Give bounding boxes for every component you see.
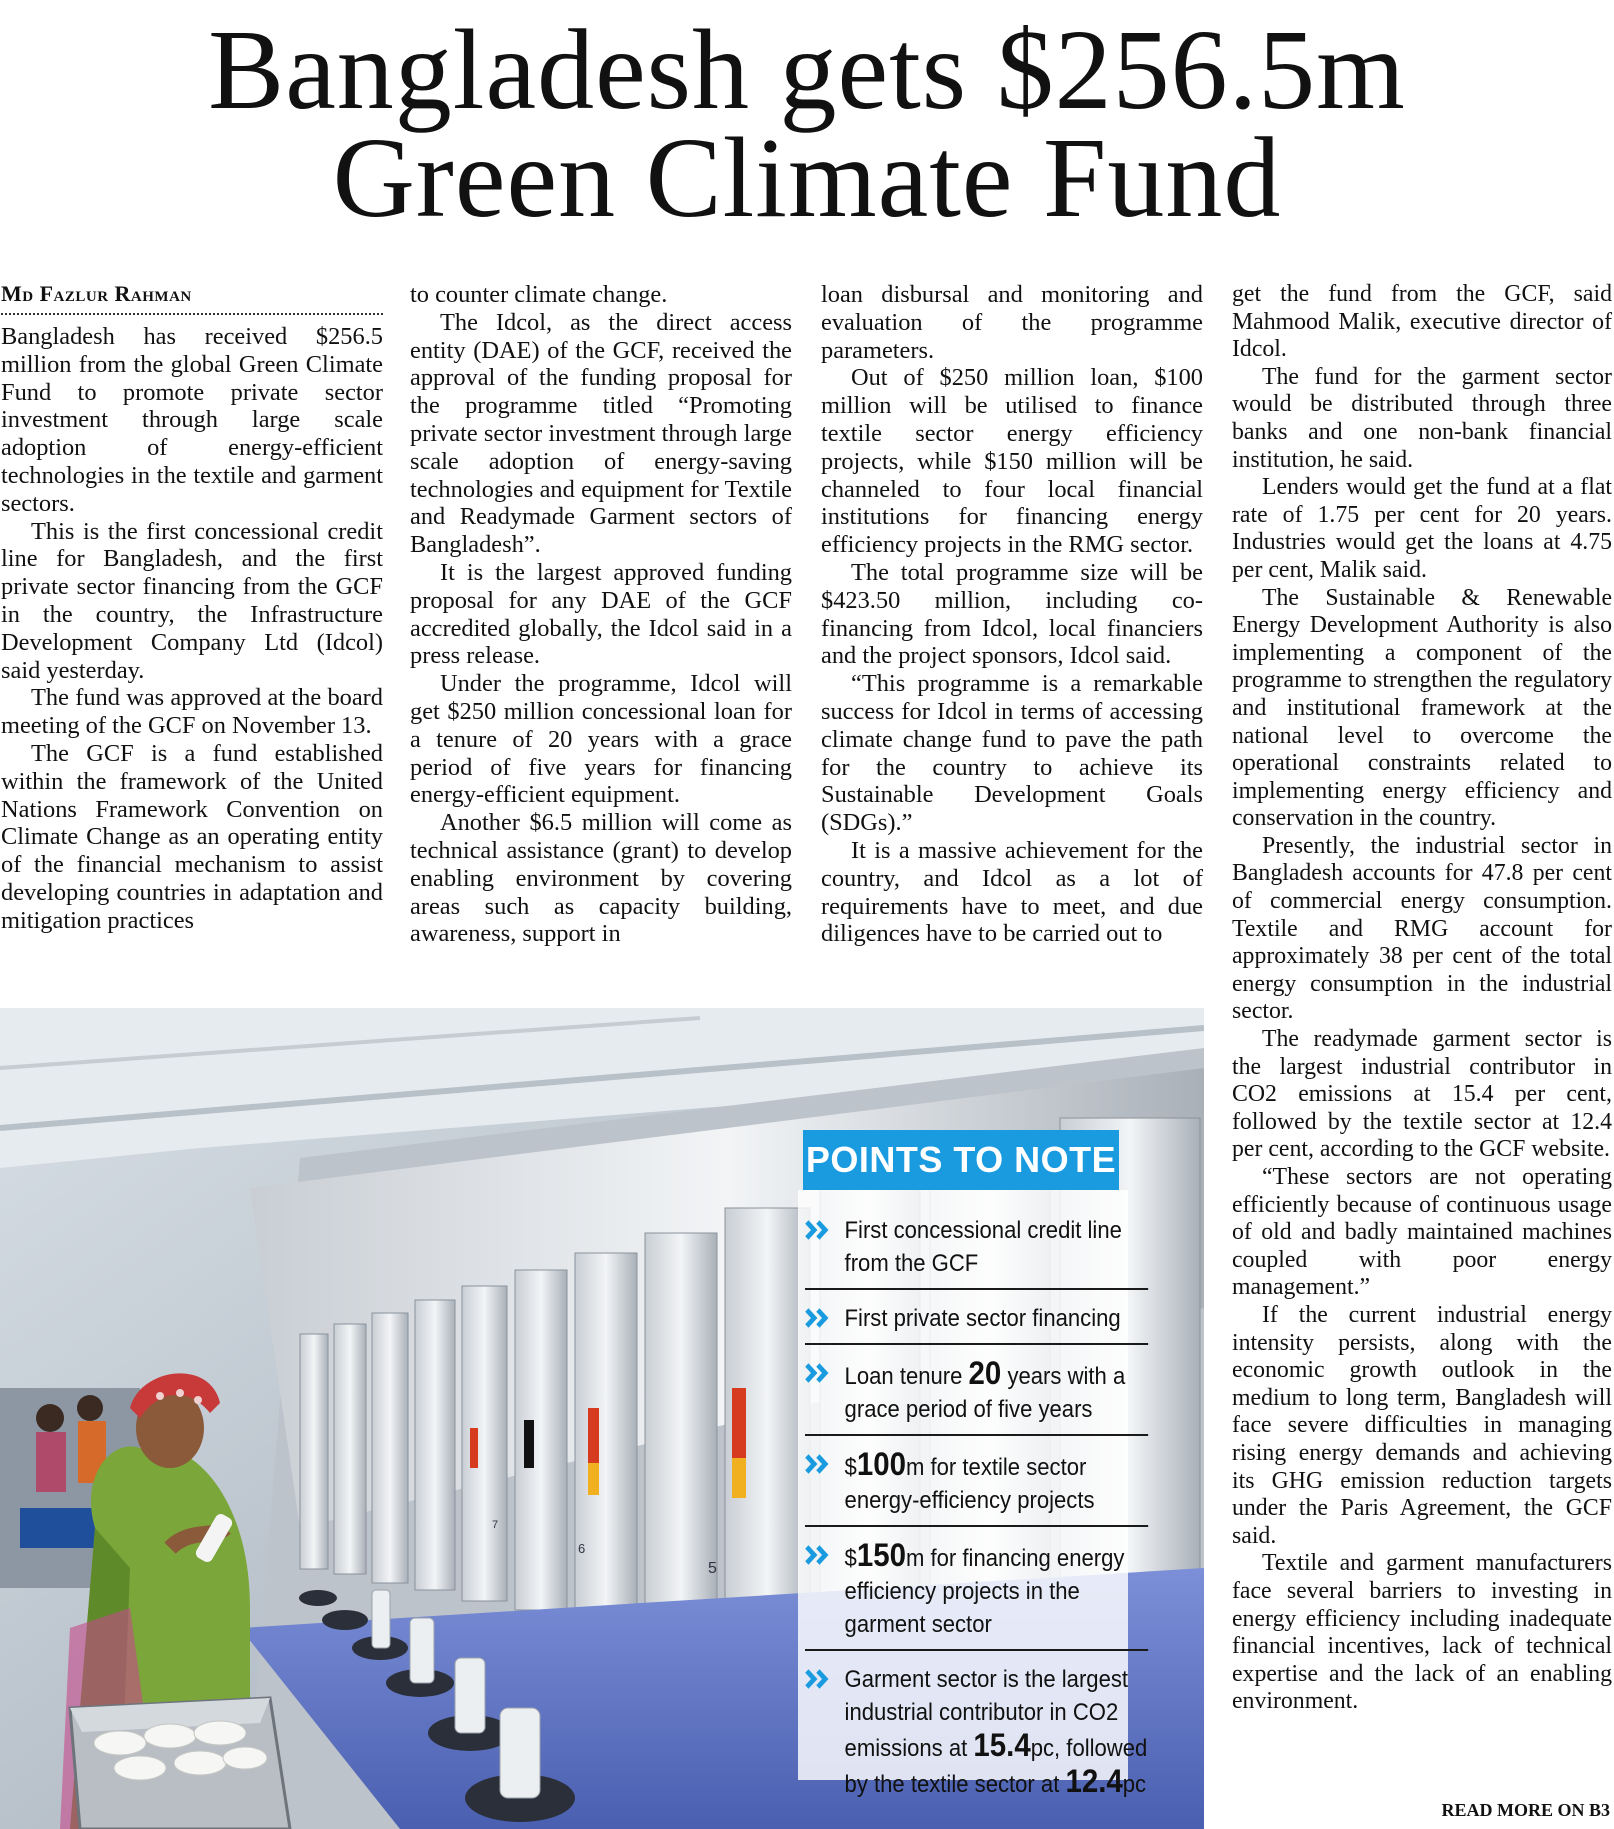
note-text: m for financing energy efficiency projects in the garment sector bbox=[844, 1545, 1125, 1638]
paragraph: Out of $250 million loan, $100 million will be utilised to finance textile sector energy efficiency projects, while $150 million will be channeled to four local financial institutions for financing energy efficiency projects in the RMG sector. bbox=[821, 364, 1203, 559]
double-chevron-icon bbox=[805, 1308, 836, 1328]
paragraph: “These sectors are not operating efficiently because of continuous usage of old and badly maintained machines coupled with poor energy management.” bbox=[1232, 1164, 1612, 1301]
paragraph: get the fund from the GCF, said Mahmood Malik, executive director of Idcol. bbox=[1232, 281, 1612, 363]
points-to-note-list bbox=[805, 1210, 1148, 1817]
headline-line1: Bangladesh gets $256.5m bbox=[208, 6, 1406, 133]
list-item bbox=[805, 1659, 1148, 1809]
double-chevron-icon bbox=[805, 1363, 836, 1383]
note-text: $ bbox=[844, 1545, 857, 1572]
article-column-1 bbox=[1, 281, 383, 935]
note-highlight: 150 bbox=[856, 1537, 906, 1573]
note-highlight: 20 bbox=[968, 1355, 1002, 1391]
note-text: First private sector financing bbox=[844, 1305, 1121, 1332]
list-item bbox=[805, 1444, 1148, 1527]
machine-number-label: 7 bbox=[492, 1519, 499, 1531]
headline-line2: Green Climate Fund bbox=[332, 114, 1282, 241]
note-text: Loan tenure bbox=[844, 1363, 969, 1390]
paragraph: Lenders would get the fund at a flat rate of 1.75 per cent for 20 years. Industries would get the loans at 4.75 per cent, Malik said. bbox=[1232, 474, 1612, 583]
read-more-link[interactable]: READ MORE ON B3 bbox=[1441, 1800, 1610, 1820]
points-to-note-title: POINTS TO NOTE bbox=[803, 1130, 1119, 1190]
paragraph: Presently, the industrial sector in Bangladesh accounts for 47.8 per cent of commercial energy consumption. Textile and RMG account for approximately 38 per cent of the total energy consumption in the industrial sector. bbox=[1232, 832, 1612, 1025]
list-item bbox=[805, 1353, 1148, 1436]
paragraph: The total programme size will be $423.50 million, including co-financing from Idcol, local financiers and the project sponsors, Idcol said. bbox=[821, 558, 1203, 670]
note-text: pc, followed by the textile sector at bbox=[844, 1735, 1148, 1798]
note-highlight: 100 bbox=[856, 1446, 906, 1482]
list-item bbox=[805, 1535, 1148, 1651]
list-item bbox=[805, 1210, 1148, 1290]
double-chevron-icon bbox=[805, 1454, 836, 1474]
paragraph: The Idcol, as the direct access entity (DAE) of the GCF, received the approval of the funding proposal for the programme titled “Promoting private sector investment through large scale adoption of energy-saving technologies and equipment for Textile and Readymade Garment sectors of Bangladesh”. bbox=[410, 308, 792, 559]
double-chevron-icon bbox=[805, 1669, 836, 1689]
paragraph: “This programme is a remarkable success for Idcol in terms of accessing climate change fund to pave the path for the country to achieve its Sustainable Development Goals (SDGs).” bbox=[821, 670, 1203, 837]
list-item bbox=[805, 1298, 1148, 1345]
paragraph: to counter climate change. bbox=[410, 281, 668, 308]
paragraph: If the current industrial energy intensity persists, along with the economic growth outlook in the medium to long term, Bangladesh will face severe difficulties in managing rising energy demands and achieving its GHG emission reduction targets under the Paris Agreement, the GCF said. bbox=[1232, 1301, 1612, 1549]
note-text: Garment sector is the largest industrial contributor in CO2 emissions at bbox=[844, 1666, 1129, 1762]
headline bbox=[0, 6, 1614, 241]
double-chevron-icon bbox=[805, 1220, 836, 1240]
byline: Md Fazlur Rahman bbox=[1, 281, 383, 315]
note-text: pc bbox=[1122, 1771, 1147, 1798]
paragraph: Another $6.5 million will come as technical assistance (grant) to develop enabling environment by covering areas such as capacity building, awareness, support in bbox=[410, 809, 792, 948]
article-column-4 bbox=[1232, 281, 1612, 1716]
paragraph: The fund was approved at the board meeting of the GCF on November 13. bbox=[1, 684, 383, 740]
note-text: $ bbox=[844, 1454, 857, 1481]
paragraph: Under the programme, Idcol will get $250 million concessional loan for a tenure of 20 years with a grace period of five years for financing energy-efficient equipment. bbox=[410, 670, 792, 809]
paragraph: The fund for the garment sector would be distributed through three banks and one non-bank financial institution, he said. bbox=[1232, 363, 1612, 473]
paragraph: The Sustainable & Renewable Energy Development Authority is also implementing a component of the programme to strengthen the regulatory and institutional framework at the national level to overcome the operational constraints related to implementing energy efficiency and conservation in the country. bbox=[1232, 584, 1612, 832]
paragraph: loan disbursal and monitoring and evaluation of the programme parameters. bbox=[821, 281, 1203, 364]
paragraph: This is the first concessional credit line for Bangladesh, and the first private sector financing from the GCF in the country, the Infrastructure Development Company Ltd (Idcol) said yesterday. bbox=[1, 517, 383, 684]
note-highlight: 12.4 bbox=[1065, 1763, 1123, 1799]
article-column-2 bbox=[410, 281, 792, 948]
paragraph: It is a massive achievement for the country, and Idcol as a lot of requirements have to meet, and due diligences have to be carried out to bbox=[821, 836, 1203, 948]
note-highlight: 15.4 bbox=[973, 1727, 1031, 1763]
article-column-3 bbox=[821, 281, 1203, 948]
machine-number-label: 6 bbox=[578, 1541, 586, 1556]
paragraph: Textile and garment manufacturers face several barriers to investing in energy efficiency including inadequate financial incentives, lack of technical expertise and the lack of an enabling environment. bbox=[1232, 1550, 1612, 1715]
double-chevron-icon bbox=[805, 1545, 836, 1565]
note-text: years with a grace period of five years bbox=[844, 1363, 1126, 1423]
note-text: First concessional credit line from the GCF bbox=[844, 1217, 1122, 1277]
paragraph: It is the largest approved funding proposal for any DAE of the GCF accredited globally, the Idcol said in a press release. bbox=[410, 558, 792, 670]
paragraph: Bangladesh has received $256.5 million from the global Green Climate Fund to promote private sector investment through large scale adoption of energy-efficient technologies in the textile and garment sectors. bbox=[1, 323, 383, 517]
note-text: m for textile sector energy-efficiency projects bbox=[844, 1454, 1095, 1514]
paragraph: The readymade garment sector is the largest industrial contributor in CO2 emissions at 15.4 per cent, followed by the textile sector at 12.4 per cent, according to the GCF website. bbox=[1232, 1026, 1612, 1163]
machine-number-label: 5 bbox=[708, 1560, 717, 1577]
paragraph: The GCF is a fund established within the framework of the United Nations Framework Convention on Climate Change as an operating entity of the financial mechanism to assist developing countries in adaptation and mitigation practices bbox=[1, 739, 383, 934]
